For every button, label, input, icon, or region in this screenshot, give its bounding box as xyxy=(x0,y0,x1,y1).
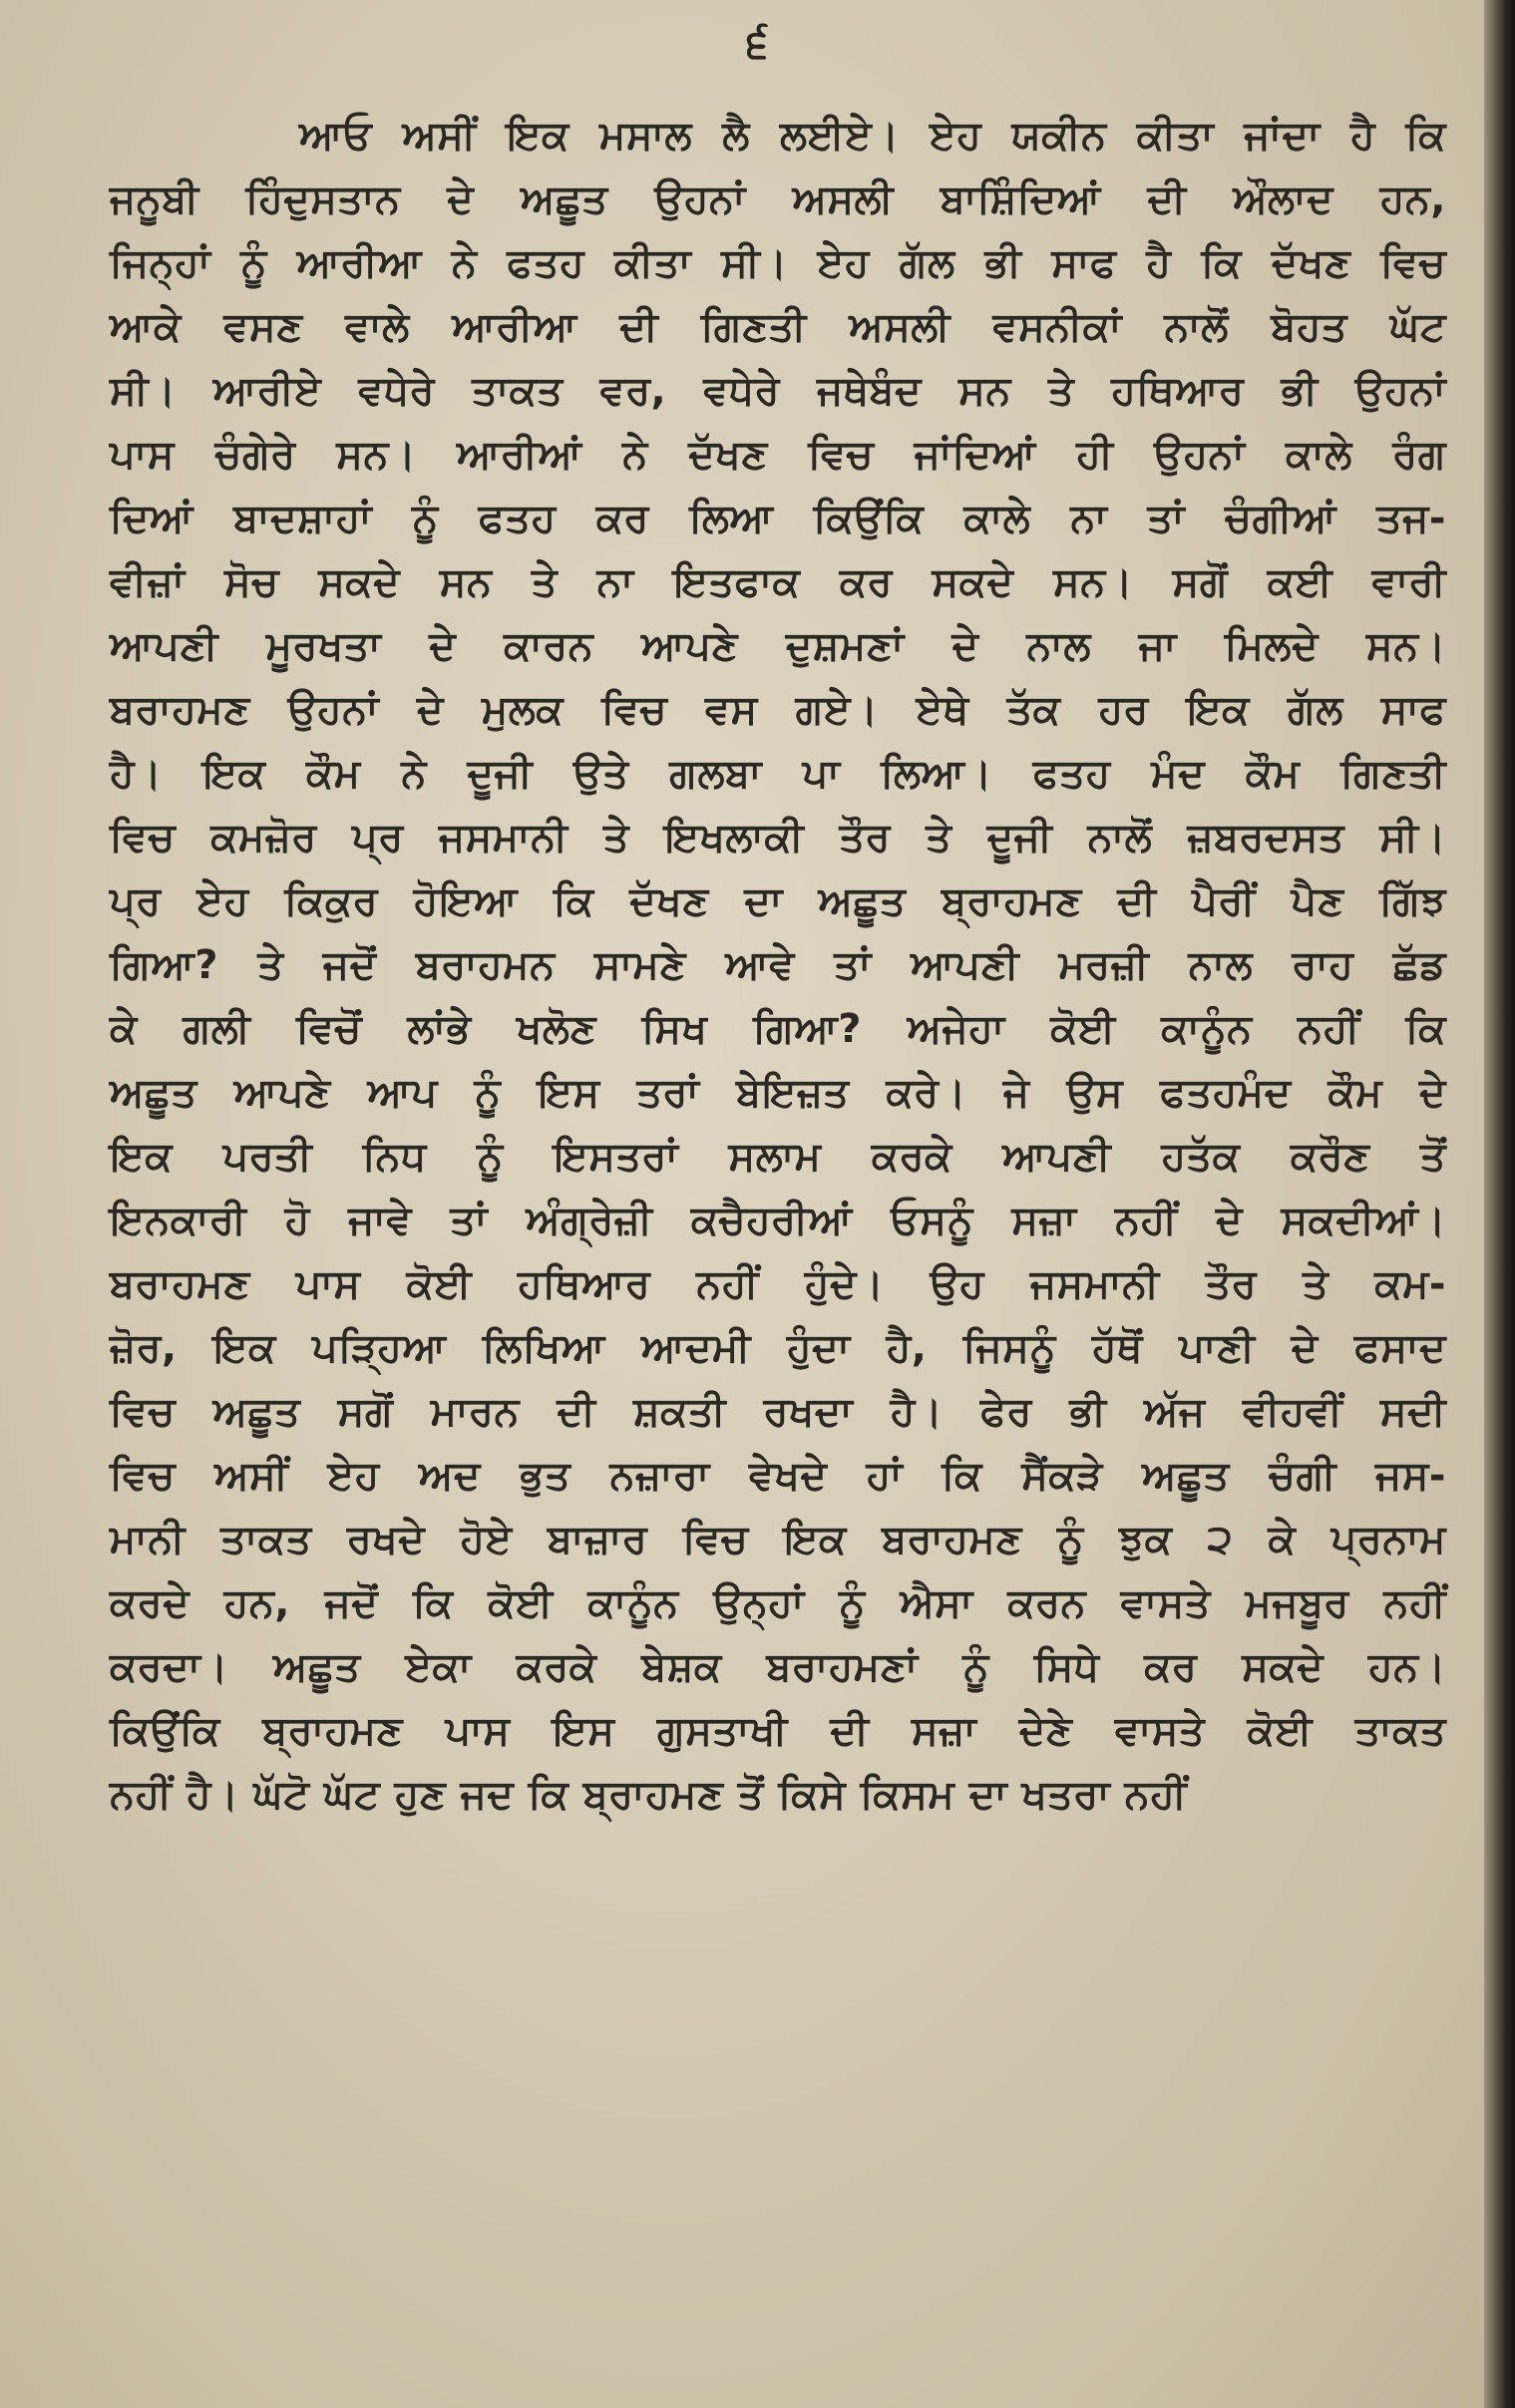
text-line: ਦਿਆਂ ਬਾਦਸ਼ਾਹਾਂ ਨੂੰ ਫਤਹ ਕਰ ਲਿਆ ਕਿਉਂਕਿ ਕਾਲੇ ਨਾ ਤਾਂ ਚੰਗੀਆਂ ਤਜ- xyxy=(110,496,1446,541)
text-line: ਪ੍ਰ ਏਹ ਕਿਕੁਰ ਹੋਇਆ ਕਿ ਦੱਖਣ ਦਾ ਅਛੂਤ ਬ੍ਰਾਹਮਣ ਦੀ ਪੈਰੀਂ ਪੈਣ ਗਿੱਝ xyxy=(110,878,1446,924)
text-line: ਜਨੂਬੀ ਹਿੰਦੁਸਤਾਨ ਦੇ ਅਛੂਤ ਉਹਨਾਂ ਅਸਲੀ ਬਾਸ਼ਿੰਦਿਆਂ ਦੀ ਔਲਾਦ ਹਨ, xyxy=(110,176,1446,222)
text-line: ਆਕੇ ਵਸਣ ਵਾਲੇ ਆਰੀਆ ਦੀ ਗਿਣਤੀ ਅਸਲੀ ਵਸਨੀਕਾਂ ਨਾਲੋਂ ਬੋਹਤ ਘੱਟ xyxy=(110,304,1446,350)
text-line: ਵਿਚ ਅਛੂਤ ਸਗੋਂ ਮਾਰਨ ਦੀ ਸ਼ਕਤੀ ਰਖਦਾ ਹੈ। ਫੇਰ ਭੀ ਅੱਜ ਵੀਹਵੀਂ ਸਦੀ xyxy=(110,1389,1446,1435)
text-line: ਗਿਆ? ਤੇ ਜਦੋਂ ਬਰਾਹਮਨ ਸਾਮਣੇ ਆਵੇ ਤਾਂ ਆਪਣੀ ਮਰਜ਼ੀ ਨਾਲ ਰਾਹ ਛੱਡ xyxy=(110,942,1446,988)
page-number: ੬ xyxy=(746,18,769,67)
text-line: ਕਿਉਂਕਿ ਬ੍ਰਾਹਮਣ ਪਾਸ ਇਸ ਗੁਸਤਾਖੀ ਦੀ ਸਜ਼ਾ ਦੇਣੇ ਵਾਸਤੇ ਕੋਈ ਤਾਕਤ xyxy=(110,1708,1446,1754)
text-line: ਵਿਚ ਅਸੀਂ ਏਹ ਅਦ ਭੁਤ ਨਜ਼ਾਰਾ ਵੇਖਦੇ ਹਾਂ ਕਿ ਸੈਂਕੜੇ ਅਛੂਤ ਚੰਗੀ ਜਸ- xyxy=(110,1453,1446,1499)
text-line: ਹੈ। ਇਕ ਕੌਮ ਨੇ ਦੂਜੀ ਉਤੇ ਗਲਬਾ ਪਾ ਲਿਆ। ਫਤਹ ਮੰਦ ਕੌਮ ਗਿਣਤੀ xyxy=(110,751,1446,797)
text-line: ਵਿਚ ਕਮਜ਼ੋਰ ਪ੍ਰ ਜਸਮਾਨੀ ਤੇ ਇਖਲਾਕੀ ਤੌਰ ਤੇ ਦੂਜੀ ਨਾਲੋਂ ਜ਼ਬਰਦਸਤ ਸੀ। xyxy=(110,815,1446,860)
text-line: ਅਛੂਤ ਆਪਣੇ ਆਪ ਨੂੰ ਇਸ ਤਰਾਂ ਬੇਇਜ਼ਤ ਕਰੇ। ਜੇ ਉਸ ਫਤਹਮੰਦ ਕੌਮ ਦੇ xyxy=(110,1070,1446,1116)
text-line: ਨਹੀਂ ਹੈ। ਘੱਟੋ ਘੱਟ ਹੁਣ ਜਦ ਕਿ ਬ੍ਰਾਹਮਣ ਤੋਂ ਕਿਸੇ ਕਿਸਮ ਦਾ ਖਤਰਾ ਨਹੀਂ xyxy=(110,1772,1188,1818)
text-line: ਸੀ। ਆਰੀਏ ਵਧੇਰੇ ਤਾਕਤ ਵਰ, ਵਧੇਰੇ ਜਥੇਬੰਦ ਸਨ ਤੇ ਹਥਿਆਰ ਭੀ ਉਹਨਾਂ xyxy=(110,368,1446,414)
text-line: ਕਰਦੇ ਹਨ, ਜਦੋਂ ਕਿ ਕੋਈ ਕਾਨੂੰਨ ਉਨ੍ਹਾਂ ਨੂੰ ਐਸਾ ਕਰਨ ਵਾਸਤੇ ਮਜਬੂਰ ਨਹੀਂ xyxy=(110,1580,1446,1626)
text-line: ਪਾਸ ਚੰਗੇਰੇ ਸਨ। ਆਰੀਆਂ ਨੇ ਦੱਖਣ ਵਿਚ ਜਾਂਦਿਆਂ ਹੀ ਉਹਨਾਂ ਕਾਲੇ ਰੰਗ xyxy=(110,432,1446,478)
text-line: ਕੇ ਗਲੀ ਵਿਚੋਂ ਲਾਂਭੇ ਖਲੋਣ ਸਿਖ ਗਿਆ? ਅਜੇਹਾ ਕੋਈ ਕਾਨੂੰਨ ਨਹੀਂ ਕਿ xyxy=(110,1006,1446,1052)
text-line: ਬਰਾਹਮਣ ਪਾਸ ਕੋਈ ਹਥਿਆਰ ਨਹੀਂ ਹੁੰਦੇ। ਉਹ ਜਸਮਾਨੀ ਤੌਰ ਤੇ ਕਮ- xyxy=(110,1261,1446,1307)
text-line: ਇਨਕਾਰੀ ਹੋ ਜਾਵੇ ਤਾਂ ਅੰਗ੍ਰੇਜ਼ੀ ਕਚੈਹਰੀਆਂ ਓਸਨੂੰ ਸਜ਼ਾ ਨਹੀਂ ਦੇ ਸਕਦੀਆਂ। xyxy=(110,1198,1446,1243)
text-line: ਆਓ ਅਸੀਂ ਇਕ ਮਸਾਲ ਲੈ ਲਈਏ। ਏਹ ਯਕੀਨ ਕੀਤਾ ਜਾਂਦਾ ਹੈ ਕਿ xyxy=(299,113,1446,159)
text-line: ਇਕ ਪਰਤੀ ਨਿਧ ਨੂੰ ਇਸਤਰਾਂ ਸਲਾਮ ਕਰਕੇ ਆਪਣੀ ਹਤੱਕ ਕਰੌਣ ਤੋਂ xyxy=(110,1134,1446,1180)
text-line: ਆਪਣੀ ਮੂਰਖਤਾ ਦੇ ਕਾਰਨ ਆਪਣੇ ਦੁਸ਼ਮਣਾਂ ਦੇ ਨਾਲ ਜਾ ਮਿਲਦੇ ਸਨ। xyxy=(110,623,1446,669)
text-line: ਕਰਦਾ। ਅਛੂਤ ਏਕਾ ਕਰਕੇ ਬੇਸ਼ਕ ਬਰਾਹਮਣਾਂ ਨੂੰ ਸਿਧੇ ਕਰ ਸਕਦੇ ਹਨ। xyxy=(110,1644,1446,1690)
text-line: ਮਾਨੀ ਤਾਕਤ ਰਖਦੇ ਹੋਏ ਬਾਜ਼ਾਰ ਵਿਚ ਇਕ ਬਰਾਹਮਣ ਨੂੰ ਝੁਕ ੨ ਕੇ ਪ੍ਰਨਾਮ xyxy=(110,1517,1446,1562)
text-line: ਜ਼ੋਰ, ਇਕ ਪੜ੍ਹਿਆ ਲਿਖਿਆ ਆਦਮੀ ਹੁੰਦਾ ਹੈ, ਜਿਸਨੂੰ ਹੱਥੋਂ ਪਾਣੀ ਦੇ ਫਸਾਦ xyxy=(110,1325,1446,1371)
text-line: ਬਰਾਹਮਣ ਉਹਨਾਂ ਦੇ ਮੁਲਕ ਵਿਚ ਵਸ ਗਏ। ਏਥੇ ਤੱਕ ਹਰ ਇਕ ਗੱਲ ਸਾਫ xyxy=(110,687,1446,733)
body-text xyxy=(110,104,1446,1827)
text-line: ਵੀਜ਼ਾਂ ਸੋਚ ਸਕਦੇ ਸਨ ਤੇ ਨਾ ਇਤਫਾਕ ਕਰ ਸਕਦੇ ਸਨ। ਸਗੋਂ ਕਈ ਵਾਰੀ xyxy=(110,559,1446,605)
text-line: ਜਿਨ੍ਹਾਂ ਨੂੰ ਆਰੀਆ ਨੇ ਫਤਹ ਕੀਤਾ ਸੀ। ਏਹ ਗੱਲ ਭੀ ਸਾਫ ਹੈ ਕਿ ਦੱਖਣ ਵਿਚ xyxy=(110,240,1446,286)
page-edge-shadow xyxy=(1484,0,1515,2408)
